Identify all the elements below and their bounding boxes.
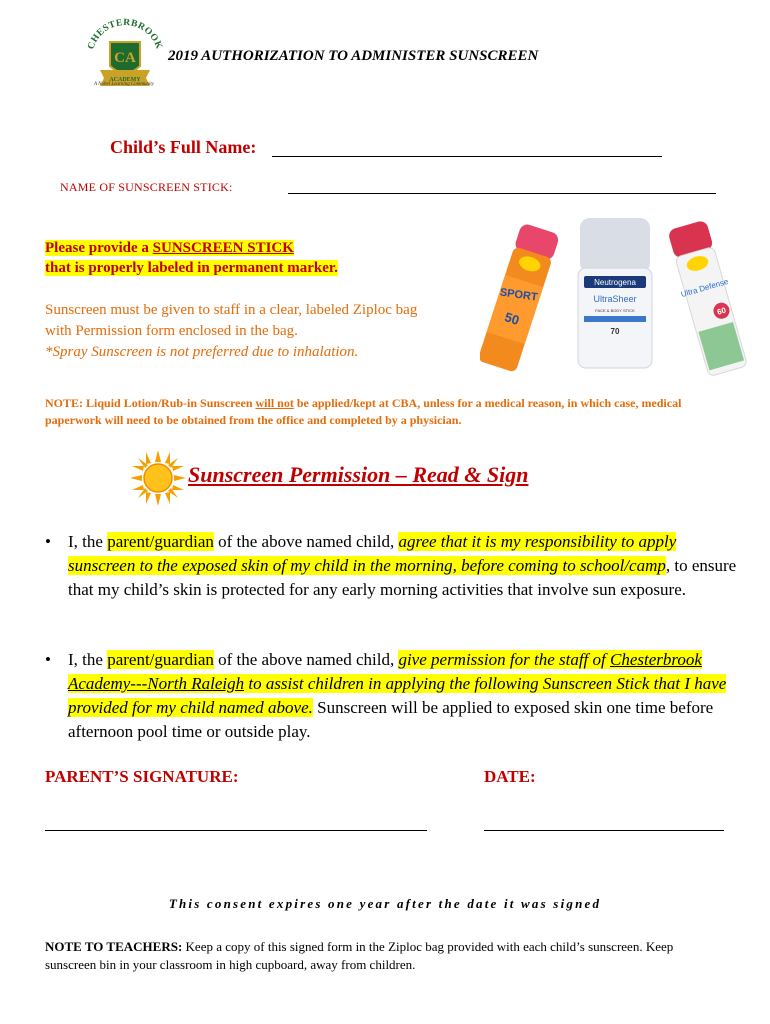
bullet-icon: • bbox=[45, 650, 51, 669]
provide-sunscreen-stick: SUNSCREEN STICK bbox=[152, 240, 294, 256]
child-name-field[interactable] bbox=[272, 156, 662, 157]
b1-p3: of the above named child, bbox=[213, 532, 399, 551]
note-will-not: will not bbox=[255, 396, 294, 410]
note-to-teachers bbox=[45, 938, 725, 974]
teachers-heading: NOTE TO TEACHERS: bbox=[45, 939, 183, 954]
parent-signature-label: PARENT’S SIGNATURE: bbox=[45, 767, 239, 786]
permission-heading: Sunscreen Permission – Read & Sign bbox=[188, 462, 529, 487]
b1-parent-guardian: parent/guardian bbox=[107, 532, 214, 551]
consent-expiry-note: This consent expires one year after the date it was signed bbox=[168, 896, 602, 911]
stick1-spf: 50 bbox=[502, 309, 522, 328]
teachers-text: Keep a copy of this signed form in the Ziploc bag provided with each child’s sunscreen. Keep sunscreen bin in your classroom in high cupboard, away from children. bbox=[45, 939, 674, 972]
logo-tagline: A Nobel Learning Community bbox=[93, 82, 155, 87]
logo-ribbon: ACADEMY bbox=[109, 77, 141, 83]
logo-arc-text: CHESTERBROOK bbox=[86, 17, 164, 51]
b2-permission: give permission for the staff of bbox=[398, 650, 610, 669]
sunscreen-stick-label: NAME OF SUNSCREEN STICK: bbox=[60, 180, 233, 194]
liquid-sunscreen-note bbox=[45, 395, 725, 429]
b2-p1: I, the bbox=[68, 650, 108, 669]
parent-signature-field[interactable] bbox=[45, 830, 427, 831]
b1-responsibility: agree that it is my responsibility to apply sunscreen to the exposed skin of my child in the morning, before coming to school/camp bbox=[68, 532, 677, 575]
logo-initials: CA bbox=[114, 50, 136, 66]
sunscreen-products-image bbox=[480, 210, 750, 385]
sun-icon bbox=[130, 450, 186, 506]
stick1-name: SPORT bbox=[499, 286, 539, 304]
b2-school-name: Chesterbrook Academy---North Raleigh bbox=[68, 650, 702, 693]
b2-p3: of the above named child, bbox=[213, 650, 399, 669]
bag-line2: with Permission form enclosed in the bag. bbox=[45, 323, 298, 339]
b2-parent-guardian: parent/guardian bbox=[107, 650, 214, 669]
b1-p5: , to ensure that my child’s skin is protected for any early morning activities that involve sun exposure. bbox=[68, 556, 737, 599]
document-title: 2019 AUTHORIZATION TO ADMINISTER SUNSCREEN bbox=[168, 48, 539, 64]
provide-line1-prefix: Please provide a bbox=[45, 240, 153, 256]
date-field[interactable] bbox=[484, 830, 724, 831]
b2-assist: to assist children in applying the following Sunscreen Stick that I have provided for my child named above. bbox=[68, 674, 727, 717]
b1-p1: I, the bbox=[68, 532, 108, 551]
date-label: DATE: bbox=[484, 767, 536, 786]
stick3-name: Ultra Defense bbox=[679, 276, 730, 300]
provide-instruction bbox=[45, 238, 338, 278]
stick2-sub: FACE & BODY STICK bbox=[595, 308, 635, 313]
stick2-name: UltraSheer bbox=[593, 294, 637, 304]
provide-line2: that is properly labeled in permanent marker. bbox=[45, 260, 338, 276]
note-suffix: be applied/kept at CBA, unless for a medical reason, in which case, medical paperwork will need to be obtained from the office and completed by a physician. bbox=[45, 396, 682, 427]
b2-p7: Sunscreen will be applied to exposed skin one time before afternoon pool time or outside play. bbox=[68, 698, 714, 741]
child-name-label: Child’s Full Name: bbox=[110, 137, 257, 157]
bag-line3: *Spray Sunscreen is not preferred due to inhalation. bbox=[45, 344, 359, 360]
bullet-icon: • bbox=[45, 532, 51, 551]
note-prefix: NOTE: Liquid Lotion/Rub-in Sunscreen bbox=[45, 396, 256, 410]
sunscreen-stick-field[interactable] bbox=[288, 193, 716, 194]
stick3-spf: 60 bbox=[716, 305, 728, 317]
bag-line1: Sunscreen must be given to staff in a clear, labeled Ziploc bag bbox=[45, 302, 418, 318]
stick2-spf: 70 bbox=[610, 327, 620, 336]
ziploc-instructions bbox=[45, 300, 505, 363]
stick2-brand: Neutrogena bbox=[594, 278, 636, 287]
